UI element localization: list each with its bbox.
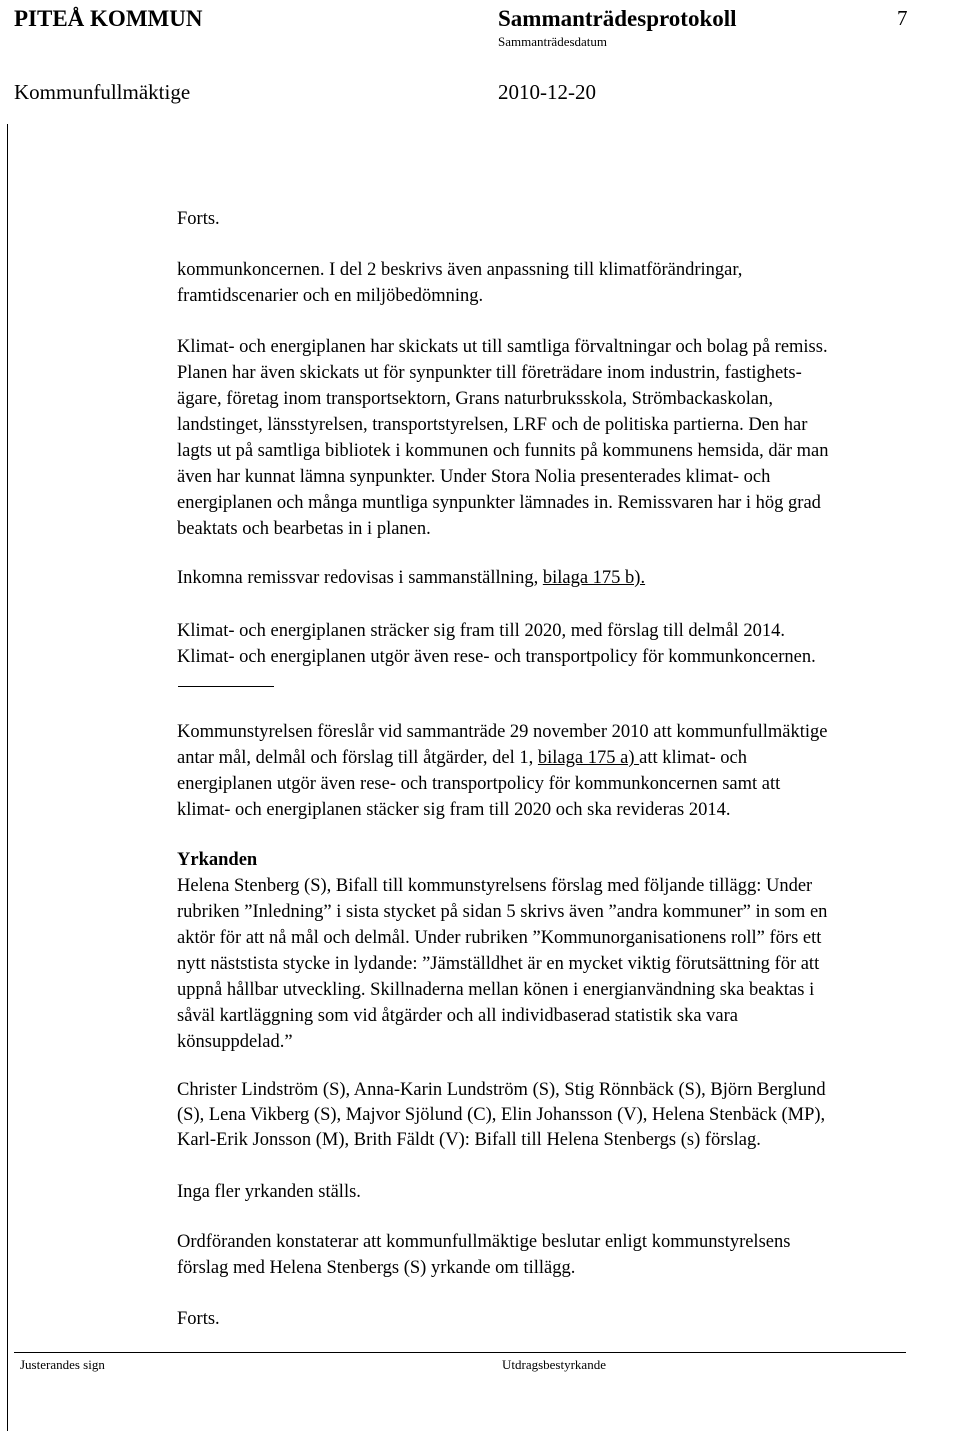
attachment-175b-link[interactable]: bilaga 175 b). bbox=[542, 568, 646, 588]
paragraph-line: såväl kartläggning som vid åtgärder och all individbaserad statistik ska vara bbox=[177, 1006, 739, 1026]
remissvar-line bbox=[177, 568, 645, 589]
paragraph-line: energiplanen och många muntliga synpunkter lämnades in. Remissvaren har i hög grad bbox=[177, 493, 821, 513]
proposal-line bbox=[177, 748, 747, 769]
footer-utdragsbestyrkande: Utdragsbestyrkande bbox=[502, 1357, 606, 1372]
paragraph-line: ägare, företag inom transportsektorn, Grans naturbruksskola, Strömbackaskolan, bbox=[177, 389, 773, 409]
paragraph-line: landstinget, länsstyrelsen, transportstyrelsen, LRF och de politiska partierna. Den har bbox=[177, 415, 808, 435]
page-number: 7 bbox=[897, 6, 908, 30]
proposal-text-b: att klimat- och bbox=[639, 748, 747, 768]
paragraph-line: (S), Lena Vikberg (S), Majvor Sjölund (C), Elin Johansson (V), Helena Stenbäck (MP), bbox=[177, 1105, 826, 1125]
paragraph-line: beaktats och bearbetas in i planen. bbox=[177, 519, 431, 539]
paragraph-line: könsuppdelad.” bbox=[177, 1032, 293, 1052]
paragraph-line: Klimat- och energiplanen utgör även rese- och transportpolicy för kommunkoncernen. bbox=[177, 647, 816, 667]
paragraph-line: Klimat- och energiplanen sträcker sig fram till 2020, med förslag till delmål 2014. bbox=[177, 621, 785, 641]
paragraph-line: aktör för att nå mål och delmål. Under rubriken ”Kommunorganisationens roll” förs ett bbox=[177, 928, 822, 948]
forts-bottom: Forts. bbox=[177, 1309, 220, 1329]
paragraph-line: Klimat- och energiplanen har skickats ut till samtliga förvaltningar och bolag på remiss. bbox=[177, 337, 828, 357]
date-label: Sammanträdesdatum bbox=[498, 34, 608, 49]
paragraph-line: nytt näststista stycke in lydande: ”Jämställdhet är en mycket viktig förutsättning för att bbox=[177, 954, 820, 974]
document-title: Sammanträdesprotokoll bbox=[498, 6, 737, 31]
paragraph-line: Kommunstyrelsen föreslår vid sammanträde 29 november 2010 att kommunfullmäktige bbox=[177, 722, 828, 742]
left-margin-line bbox=[7, 124, 8, 1431]
forts-top: Forts. bbox=[177, 209, 220, 229]
paragraph-line: klimat- och energiplanen stäcker sig fram till 2020 och ska revideras 2014. bbox=[177, 800, 731, 820]
separator-rule bbox=[178, 686, 274, 687]
paragraph-line: förslag med Helena Stenbergs (S) yrkande om tillägg. bbox=[177, 1258, 576, 1278]
paragraph-line: lagts ut på samtliga bibliotek i kommunen och funnits på kommunens hemsida, där man bbox=[177, 441, 829, 461]
paragraph-line: energiplanen utgör även rese- och transportpolicy för kommunkoncernen samt att bbox=[177, 774, 781, 794]
proposal-text-a: antar mål, delmål och förslag till åtgärder, del 1, bbox=[177, 748, 538, 768]
paragraph-line: Inga fler yrkanden ställs. bbox=[177, 1182, 361, 1202]
paragraph-line: även har kunnat lämna synpunkter. Under Stora Nolia presenterades klimat- och bbox=[177, 467, 771, 487]
paragraph-line: Christer Lindström (S), Anna-Karin Lundström (S), Stig Rönnbäck (S), Björn Berglund bbox=[177, 1080, 826, 1100]
footer-justerandes-sign: Justerandes sign bbox=[20, 1357, 105, 1372]
attachment-175a-link[interactable]: bilaga 175 a) bbox=[537, 748, 640, 768]
footer-rule bbox=[14, 1352, 906, 1353]
paragraph-line: Planen har även skickats ut för synpunkter till företrädare inom industrin, fastighets- bbox=[177, 363, 802, 383]
paragraph-line: uppnå hållbar utveckling. Skillnaderna mellan könen i energianvändning ska beaktas i bbox=[177, 980, 815, 1000]
municipality-name: PITEÅ KOMMUN bbox=[14, 6, 203, 31]
yrkanden-heading: Yrkanden bbox=[177, 850, 258, 870]
paragraph-line: Karl-Erik Jonsson (M), Brith Fäldt (V): Bifall till Helena Stenbergs (s) förslag. bbox=[177, 1130, 761, 1150]
remissvar-text: Inkomna remissvar redovisas i sammanställning, bbox=[177, 568, 543, 588]
paragraph-line: framtidscenarier och en miljöbedömning. bbox=[177, 286, 484, 306]
meeting-date: 2010-12-20 bbox=[498, 80, 596, 104]
paragraph-line: Helena Stenberg (S), Bifall till kommunstyrelsens förslag med följande tillägg: Under bbox=[177, 876, 813, 896]
paragraph-line: Ordföranden konstaterar att kommunfullmäktige beslutar enligt kommunstyrelsens bbox=[177, 1232, 791, 1252]
body-name: Kommunfullmäktige bbox=[14, 80, 191, 104]
paragraph-line: kommunkoncernen. I del 2 beskrivs även anpassning till klimatförändringar, bbox=[177, 260, 743, 280]
paragraph-line: rubriken ”Inledning” i sista stycket på sidan 5 skrivs även ”andra kommuner” in som en bbox=[177, 902, 828, 922]
